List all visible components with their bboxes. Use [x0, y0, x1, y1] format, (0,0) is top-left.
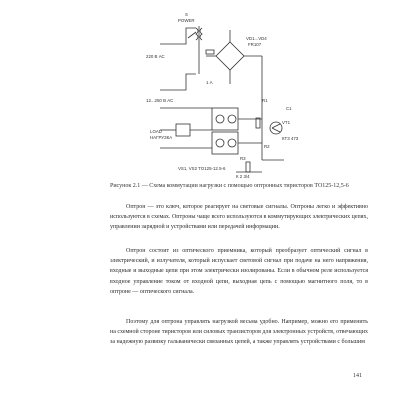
c1-label: С1 [286, 106, 292, 111]
transistor-type-label: КТ3 473 [282, 136, 299, 141]
r1-label: R1 [262, 98, 268, 103]
power-label: POWER [178, 18, 195, 23]
thyristor-pair-label: VS1, VS2 TO125-12.5-6 [178, 166, 226, 171]
switch-label: S [185, 12, 188, 17]
page-number: 141 [353, 373, 362, 379]
load-label: LOAD [150, 129, 162, 134]
r3-label: R3 [240, 156, 246, 161]
diode-type-label: FR107 [248, 42, 262, 47]
paragraph-3: Поэтому для оптрона управлять нагрузкой весьма удобно. Например, можно его применить на схемной стороне тиристоров или силовых транзисторов для электронных устройств, отвечающих за надежную развязку гальванически связанных цепей, а также управлять устройствами с большим [110, 319, 368, 346]
mains-top-label: 220 В АС [146, 54, 165, 59]
paragraph-1: Оптрон — это ключ, которое реагирует на световые сигналы. Оптроны легко и эффективно используются в схемах. Оптроны чаще всего используются в коммутирующих электрических цепях, управлении зарядной и устройствами или передачей информации. [110, 204, 368, 231]
bridge-label: VD1...VD4 [246, 36, 267, 41]
r2-label: R2 [264, 144, 270, 149]
figure-caption: Рисунок 2.1 — Схема коммутации нагрузки с помощью оптронных тиристоров ТО125-12,5-6 [110, 183, 349, 189]
mains-mid-label: 12...250 В АС [146, 98, 174, 103]
fuse-label: 1 А [206, 80, 213, 85]
load-sub-label: НАГРУЗКА [150, 135, 173, 140]
paragraph-2: Оптрон состоит из оптического приемника, который преобразует оптический сигнал в электрический, и излучателя, который испускает световой сигнал при подаче на него напряжения, входные и выходные цепи при этом электрически изолированы. Если в обычном реле используется входное управление током от входной цепи, выходная цепь с помощью магнитного поля, то в оптроне — оптического сигнала. [110, 248, 368, 295]
vt1-label: VT1 [282, 120, 291, 125]
k-label: К 2 3/4 [236, 174, 250, 179]
